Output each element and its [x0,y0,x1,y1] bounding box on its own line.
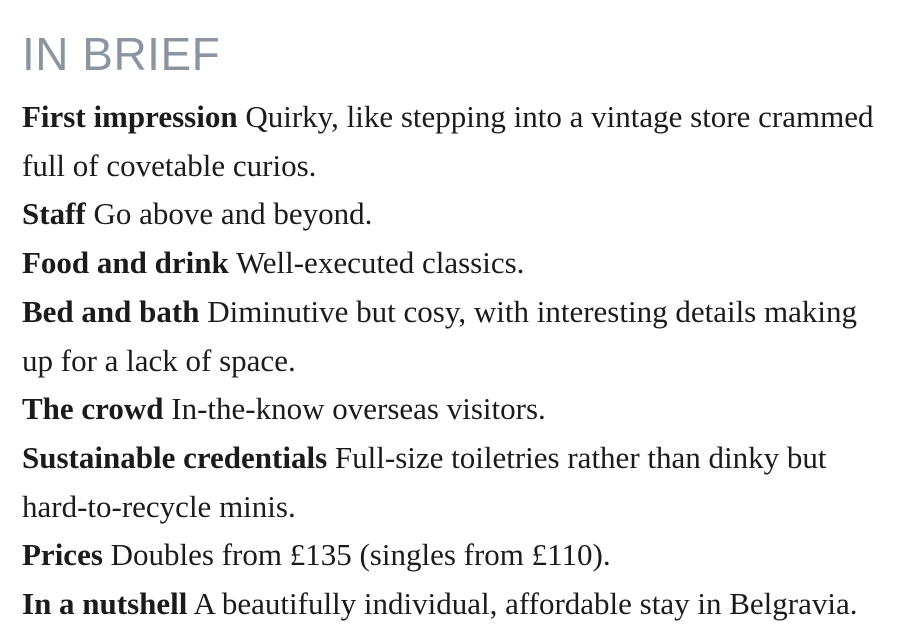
brief-item-prices [22,531,882,580]
item-label: Bed and bath [22,293,200,329]
item-text: Quirky, like stepping into a vintage store crammed full of covetable curios. [22,99,874,183]
page-title: IN BRIEF [22,28,221,80]
brief-item-staff [22,190,882,239]
brief-item-the-crowd [22,385,882,434]
item-label: First impression [22,99,238,134]
item-text: Go above and beyond. [93,196,373,232]
brief-item-bed-and-bath [22,288,882,385]
item-text: A beautifully individual, affordable stay in Belgravia. [193,586,858,622]
item-text: Well-executed classics. [235,245,525,281]
brief-item-in-a-nutshell [22,580,882,629]
item-label: Prices [22,537,103,573]
item-text: Doubles from £135 (singles from £110). [110,537,611,573]
item-label: Staff [22,196,86,232]
item-label: Food and drink [22,245,229,281]
brief-item-sustainable-credentials [22,434,882,531]
brief-item-first-impression [22,93,882,190]
item-text: Diminutive but cosy, with interesting details making up for a lack of space. [22,293,857,378]
item-text: Full-size toiletries rather than dinky but hard-to-recycle minis. [22,439,827,524]
item-label: Sustainable credentials [22,439,328,475]
item-label: In a nutshell [22,586,188,622]
brief-list [22,93,882,629]
item-label: The crowd [22,391,164,427]
item-text: In-the-know overseas visitors. [171,391,546,427]
brief-item-food-and-drink [22,239,882,288]
